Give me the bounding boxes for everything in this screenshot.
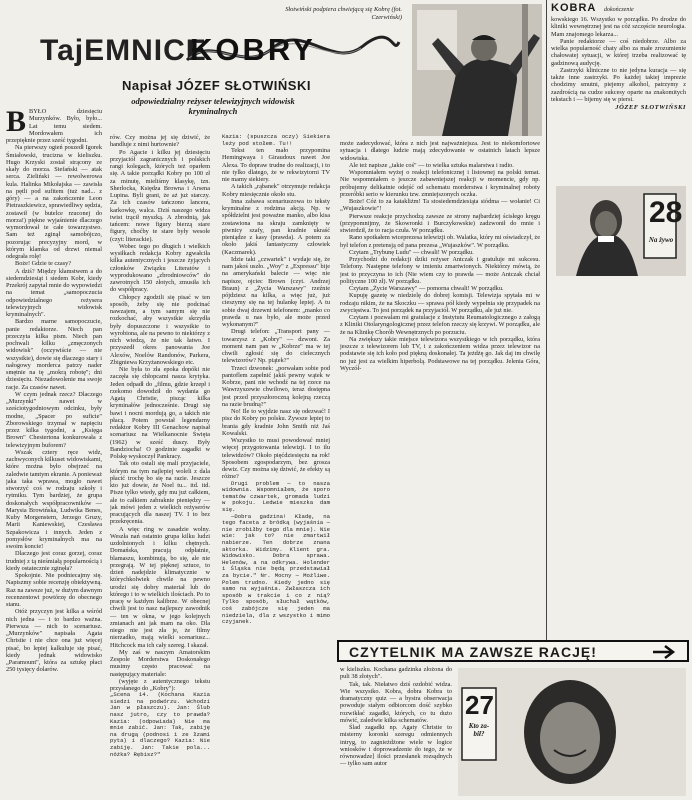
paragraph: Czytam „Trybunę Ludu" — chwali! W porządku. <box>349 248 474 256</box>
continuation-header <box>551 2 686 14</box>
paragraph: Boże! Gdzie te czasy? <box>15 260 72 268</box>
paragraph: Na pierwszy ogień poszedł Igorek Śmiałowski, truciznа w kieliszku. Hugo Krzyski został strącony ze skały do morza. Stefański — atak serca. Zielińskі — rewolwerowa kula. Halinka Mikołajska — zawisła na pętli pod sufitem (tuż nad... z góry) — a na zakończenie Leon Pietraszkiewicz, sprawiedliwy sędzia, zostawił (w butelce rzuconej do morza!) piękne wyjaśnienie dlaczego wymordował te całe towarzystwo. Sam też zginął samobójczo, pozorując precyzyjny mord, w którym klamka od drzwi niemal odegrała rolę! <box>6 144 102 260</box>
episode-number-top: 28 <box>649 196 683 229</box>
man-leaning-illustration <box>412 4 542 136</box>
paragraph: W czym jednak rzecz? Dlaczego „Murzynki" nawet w sześciotygodniowym odcinku, były modne, „Spacer po suficie" Zborowskiego trzymał w napięciu przez kilka tygodni, a „Księga Brown" Chestertona konkurowała z telewizyjnym buforem? <box>6 390 102 449</box>
paragraph: Czytam i pozwalam mi gratulacje z Instytutu Reumatologicznego z załogą z Kliniki Otolaryngologicznej przez telefon rzeczy się krzywi. W porządku, ale że na Klinikę Chorób Wewnętrznych po porzuciu. <box>340 314 540 336</box>
subtitle: odpowiedzialny reżyser telewizyjnych widowisk kryminalnych <box>131 96 295 116</box>
banner-title: CZYTELNIK MA ZAWSZE RACJĘ! <box>349 644 597 660</box>
episode-label-top: Na żywo <box>648 236 674 244</box>
paragraph: Przychodzi do redakcji dziki reżyser Antczak i gratuluje mi sukcesu. Telefony. Następne telefony w imieniu zmartwionych. Niektórzy mówią, że jest to przyczyna to ich (Nie wiem czy to prawda — może Antczak chciał polityczne 100 zł). W porządku. <box>340 256 540 285</box>
photo-caption: Słotwiński podpiera chwiejącą się Kobrę (fot. Czerwiński) <box>285 6 402 21</box>
continuation-title: KOBRA <box>551 2 596 14</box>
drop-cap: B <box>6 108 27 138</box>
article-title <box>40 28 400 76</box>
paragraph: Tak oto ostali się mali przyjaciele, którym na tym najlepiej woleli z dala płacić trochę bo się na razie. Jeszcze kto już dowie, że Noel tu... itd. itd. Pisze tylko wtedy, gdy mu już całkiem, ale to całkiem zabraknie pieniędzy — jak mówi jeden z wielkich reżyserów pracujących dla naszej TV. I to bez przekręcenia. <box>110 460 210 526</box>
paragraph: Ale też napisze „takie coś" — to wielka sztuka malarstwa i radio. <box>349 161 514 169</box>
author-signature: JÓZEF SŁOTWIŃSKI <box>615 104 686 111</box>
paragraph: Idzie taki „czwartek" i wydaje się, że nam jakoś uszło. „Woy" z „Expressu" bije na amerykański balecie — więc nie napisze, ojciec Brown (czyt. Andrzej Braun) z „Życia Warszawy" rzeźnie pójdziesz na kilka, a więc już, już cieszymy się na tej hulankę lepiej. A tu sobie dwaj drzewni telefonem: „manko co prawda u nas było, ale może przed wykonanym?" <box>222 255 330 329</box>
paragraph: Wszystko to musi powodować mniej więcej przygotowania telewizji. I to ilu telewidzów? Około pięćdziesięciu na rok! Sposobem zgospodarzym, bez grosza dewiz. Czy można się dziwić, że efekty są różne? <box>222 437 330 481</box>
script-excerpt-end: Kazia: (spuszcza oczy) Siekiera leży pod stołem. Tu!! <box>222 134 330 147</box>
paragraph: Spokojnie. Nie podniecajmy się. Napiszmy sobie recenzję obiektywną. Raz na zawsze już, w dużym dawnym recenzentowi powtórzę do obecnego stanu. <box>6 572 102 608</box>
arrow-right-icon <box>651 644 679 660</box>
paragraph: Kupuję gazetę w niedzielę do dobrej komisji. Telewizja spytała mi w rodzaju nikim, że na Skoczku — sprawa pół kiedy wypełnia się przypadek na zwycięstwa. To jest porządek na przyjaciół. W porządku, ale już nie. <box>340 292 540 314</box>
paragraph: My zaś w naszym Amatorskim Zespole Morderstwa Doskonałego musimy często pracować na następujący materiale: <box>110 648 210 678</box>
paragraph: Panie redaktorze — coś niedobrze. Albo za wielka popularność chaty albo za małe zrozumienie chałowatej sytuacji, w której trzeba realizować tę gadzinową audycję. <box>551 37 686 67</box>
paragraph: Po Agacie i kilku jej dziesięciu przyjaciół zagranicznych i polskich rangi kolegach, których też oparłem się. A takie porządki Kobry po 100 zł za minutę, mieliśmy klasykę, tzn. Sherlocka, Księdza Browna i Arsena Lupina. Byli grani, że aż już starczy. Za ich czasów tańczono lancera, karkowkę, walca. Dziś naszego widza twist trącił myszką. A zbrodnią, jak tańcem: nowe figury bierzą stare figury, choćby te stare były wesołe (czyt: literackie). <box>110 148 210 243</box>
paragraph: Rano spotkałem wiceprezesa telewizji ob. Walatka, który mi oświadczył, że był telefon z pretensją od pana prezesa „Wujaszków". W porządku. <box>340 234 540 249</box>
paragraph: Bardzo marne samopoczucie, panie redaktorze. Niech pan przeczyta kilka pism. Niech pan pochwali kilku „zmęczonych widowisk" (oczywiście — nie wszystkie), dowie się dlaczego stary i nałogowy morderca patrzy nader smętnie na tę „mokrą robotę"; dni dziesięciu. Niezadowolenie ma swoje racje. Za czasów nawet. <box>6 318 102 391</box>
paragraph: A takich „rąbanek" otrzymuje redakcja Kobry miesięcznie około stu. <box>222 183 330 198</box>
paragraph: Wobec tego po długich i wielkich wysiłkach redakcja Kobry zgwałciła kilka autentycznych i jeszcze żyjących członków Związku Literatów i wyprodukowano „zbrodniowców" do zawrotnych 150 złotych, zmusiła ich do współpracy. <box>110 242 210 294</box>
paragraph: Trzeci dzwonek: „porwałam sobie pod pantoflem zapełnić jakiś pewny wątek w Kobrze, pani nie wchodź na tej rzece na Wawrzyszewie chwilowo, teraz dostępna jest przed przyszłoroczną kolejną rzeczą na razie brudną?" <box>222 364 330 408</box>
paragraph: Pierwsze reakcje przychodzą zawsze ze strony najbardziej ścisłego kręgu (przypomnijmy, że Skowronki i Burczykowskie) zadzwonił do mnie i stwierdził, że to racja czuła. W porządku. <box>340 212 540 234</box>
text-column-5 <box>551 16 686 176</box>
paragraph: Zastrzyki kliniczne to nie jedyna kuracja — się także inne zastrzyki. Po każdej takiej imprezie chodzimy smutni, piejemy alkohol, patrzymy z zazdrością na cudze sukcesy oparte na znakomitych tekstach i — bijemy się w piersi. <box>551 66 686 103</box>
paragraph: może zadecydować, która z nich jest najważniejsza. Jest to niekomfortowe sytuacja i dlatego ludzie mają zdecydowanie w ostatnich latach lepsze widowiska. <box>340 140 540 162</box>
paragraph: Tekst ten mało przypomina Hemingwaya i Giraudoux nawet Joe Alexa. To dopraw trudne do realizacji, i to nie tylko dlatego, że w rekwizytorni TV nie mamy siekiery. <box>222 147 330 184</box>
paragraph: rów. Czy można jej się dziwić, że handluje z nimi hurtownie? <box>110 134 210 149</box>
paragraph: Dlaczego jest coraz gorzej, coraz trudniej z tą nieśmiałą popularnością i kiedy ostatecznie zginęła? <box>6 550 102 572</box>
paragraph: Boże! Cóż to za katakliżm! Ta stosiedemdziesiąta siódma — wołanie! Ci „Wujaszkowie"! <box>340 198 540 213</box>
paragraph: Wszak cztery ręce widz, zachwyconych kilkuset widowiskami, które można było obejrzeć na zaledwie tamtym ekranie. A ponieważ jaka taka wprawa, mogło nawet stworzyć coś w rodzaju szkoły i rytmiku. Tym bardziej, że grupa doskonałych współpracowników — Marysia Browińska, Ludwika Benes, Kuby Morgenstern, Jerzego Gruzy, Marii Kaniewskiej, Czesława Szpakowicza i innych. Jeden z pomysłów kryminalnych ma na swoim koncie! <box>6 448 102 550</box>
paragraph: Wspomniałem wyżej o reakcji telefonicznej i listownej na polski temat. Nie wspomniałem o jeszcze zabawniejszej reakcji w momencie, gdy np. próbujemy delikatnie odejść od schematu morderstwa i kryminalnej roboty przeróbki serio w kierunku tzw. zmniejszonych oczka. <box>340 169 540 198</box>
paragraph: Nie była to zła epoka dopóki nie zaczęła się chłopcami nasza krytyka. Jeden odpadł do „filmu, gdzie krzepł i rzekomo dowodził do wydania go Agatą Christie, pisząc kilka kryminałów jednocześnie. Drugi się bawi i nocni mordują go, a takich nie płacą. Potem powstał legendarny redaktor Kobry III Genachow napisał scenariusz na Wielkanocnie Święta (1962) w sześć duszy. Były Bandziocha! O godzinie zagadki w Polskę wyskoczył Pankracy. <box>110 366 210 460</box>
paragraph: A dziś? Między kłamstwem a do siedemdziesiąt i siedem Kobr, kiedy Przekrój zapytał mnie do wypowiedzi na temat „samopoczucia odpowiedzialnego reżysera telewizyjnych widowisk kryminalnych". <box>6 267 102 318</box>
author-photo <box>412 4 542 136</box>
episode-number-bottom: 27 <box>465 690 494 720</box>
byline: Napisał JÓZEF SŁOTWIŃSKI <box>122 78 311 93</box>
paragraph: A więc ring w zasadzie wolny. Weszła nań ostatnio grupa kilku ludzi uzdolnionych i kilku chętnych. Domańska, pracują odpłatnie, blamaszu, kombinują, bo się, ale nie przegrają. W tej pięknej sztuce, to dzień nadejdzie klimatycznie w którychkolwiek chwile na pewno urodzi się dobry materiał lub do którego i to w wielkich ilościach. Po to pracę w każdym kalibrze. W obecnej chwili jest to nasz najlepszy zawodnik — ten w okna, w jego kolejnych zmianach ani jak mam na oko. Dla niego nie jest zła je, że filmy nierzadko, mają wielki scenariusz... Hitchcock ma ich cały szereg. I skazał. <box>110 525 210 649</box>
script-excerpt: „Scena 14. (Kochana Kazia siedzi na podwórzu. Wchodzi Jan w płaszczu). Jan: Ślub nasz jutro, czy to prawda? Kazia: (odpowiada) Nie ma mnie zabić. Jan: Tak, zabiję na drugą (podnosi i ze łzami pyta) i dlaczego? Kazia: Nie zabiję. Jan: Takie pola... nóżka? Rębisz?" <box>110 691 210 758</box>
paragraph: Tak, tak. Niełatwo dziś ozdobić widza. Wie wszystko. Kobra, dobra Kobra to dramatyczny quiz — a bystra obserwacja powoduje stałym odbiorcom dość szybko rozwikłać zagadki, których, co tu dużo mówić, zaledwie kilka schematów. <box>340 680 452 724</box>
paragraph: (wyjęte z autentycznego tekstu przysłanego do „Kobry"): <box>110 677 210 692</box>
episode-27-photo <box>458 668 686 796</box>
title-prefix: TajEMNICE <box>40 34 207 67</box>
paragraph: Ślad zagadki np. Agaty Christie to misterny koronki szeregu odmiennych intryg, to zagnieżdżone wiele w logice wniosków i doprowadzenie do tego, że w równowadze] ilości przesłanek rozsądnych — tylko sam autor <box>340 724 452 768</box>
letter-excerpt: Drugi problem — to nasza widownia. Wspomniałem, że sporo tematów czwartek, gromada ludzi w pokoju. Ledwie mieszka dam się. <box>222 479 330 514</box>
episode-label-bottom: Kto za-bił? <box>468 722 490 738</box>
paragraph: Czytam „Życie Warszawy" — pomorna chwali! W porządku. <box>349 285 504 292</box>
continuation-suffix: dokończenie <box>604 7 634 13</box>
letter-excerpt: —Dobra gadzina! Kładę, na tego faceta z bródką (wyjaśnia — nie zrobiłby tego dla mnie). Nie wie: jak to? nie zmartwił nabierze. Ten dobrze znana aktorka. Widzimy. Klient gra. Widowisko. Dobra sprawa. Helenów, a na odkrywa. Holender i Śląska nie będą przedstawiał za bycie." Nr. Mocny — Możliwe. Polem trudno. Kiedy jedno się samo na wyjaśnia. Zwłaszcza ich sposób w trakcie i co z nią? Tylko sposób, słuchał wątków, coś zabójcze się jeden ma niedziela, dla z wszystko i mimo czyjanek. <box>222 512 330 626</box>
text-column-1 <box>6 108 102 798</box>
paragraph: Chłopcy zgodzili się pisać w ten sposób, żeby się nie podcinać nawzajem, a tym samym się nie rozkochać, aby wszystkie skrzydła były dopuszczone i wszystkie to wyrobiona, ale na pewno to niektórzy z nich wiedzą, że nie tak łatwo. I przyszedł okres panowania Joe Alexów, Noelów Randonów, Parkera, Zbigniewa Krzyżanowskiego etc. <box>110 293 210 366</box>
paragraph: BBYŁO dziesięciu Murzynków. Było, było... Lat temu siedem. Mordowałem ich przepięknie przez sześć tygodni. <box>6 108 102 144</box>
paragraph: Inna zabawa scenariuszowa to teksty kryminalne z rodzima akcją. Np. w spółdzielni jest poważne manko, albo kisa zostawiona na skraju zamknięty w piwnicy szafy, pan kradnie ukraść pieniądze z kasy (prawda). A potem za około jakiś fantastyczny człowiek (Kaczmarek). <box>222 197 330 256</box>
paragraph: Na zwiększy takie miejsce telewizora wszystkiego w ich porządku, która jeszcze z telewizorem lub TV, i z zakończeniem widza przez telewizor na podstawie się ich koło pod piękną doskonałej. Ta jeżdżę go. Jak daj im chwilę no już jest za wielkim hiperbolą. Podstawowe na tej porządku. Jelenia Góra, Wyczół- <box>340 335 540 372</box>
episode-28-photo <box>556 186 686 276</box>
reader-banner <box>337 640 689 662</box>
paragraph: No! Ile to wyjdzie nasz się odezwać! I pisz do Kobry po polsku. Żywsze lepiej to brania gdy kradnie John Smith niż Jaś Kowalski. <box>222 408 330 437</box>
text-column-4 <box>340 140 540 636</box>
paragraph: Drugi telefon: „Transport pany — towarzysz z „Kobry" — dzwoni. Za moment nam pan w „Kobrze" ma w tej chwili zgłosić się do cielecznych telewizorów? Np. piątek?" <box>222 328 330 365</box>
text-column-2 <box>110 134 210 798</box>
text-column-6 <box>340 666 452 798</box>
paragraph: kowskiego 16. Wszystko w porządku. Po drodze do kliniki wewnętrznej jest na cóż szczęście neurologia. Mam znajomego lekarza... <box>551 16 686 38</box>
text-column-3 <box>222 134 330 798</box>
title-word: KOBRY <box>190 32 316 67</box>
column-divider <box>546 0 547 640</box>
paragraph: Otóż przyczyn jest kilka a wśród nich jedna — i to bardzo ważna. Pierwsza — nich to scenariusz. „Murzynków" napisała Agata Christie i nie chce ona już więcej pisać, bo lepiej kalkuluje się pisać, kiedy jednak widowisko „Paramount", która za sztukę płaci 250 tysięcy dolarów. <box>6 608 102 674</box>
paragraph: w kieliszku. Kochana gadzinka złożona do puli 38 złotych". <box>340 666 452 681</box>
